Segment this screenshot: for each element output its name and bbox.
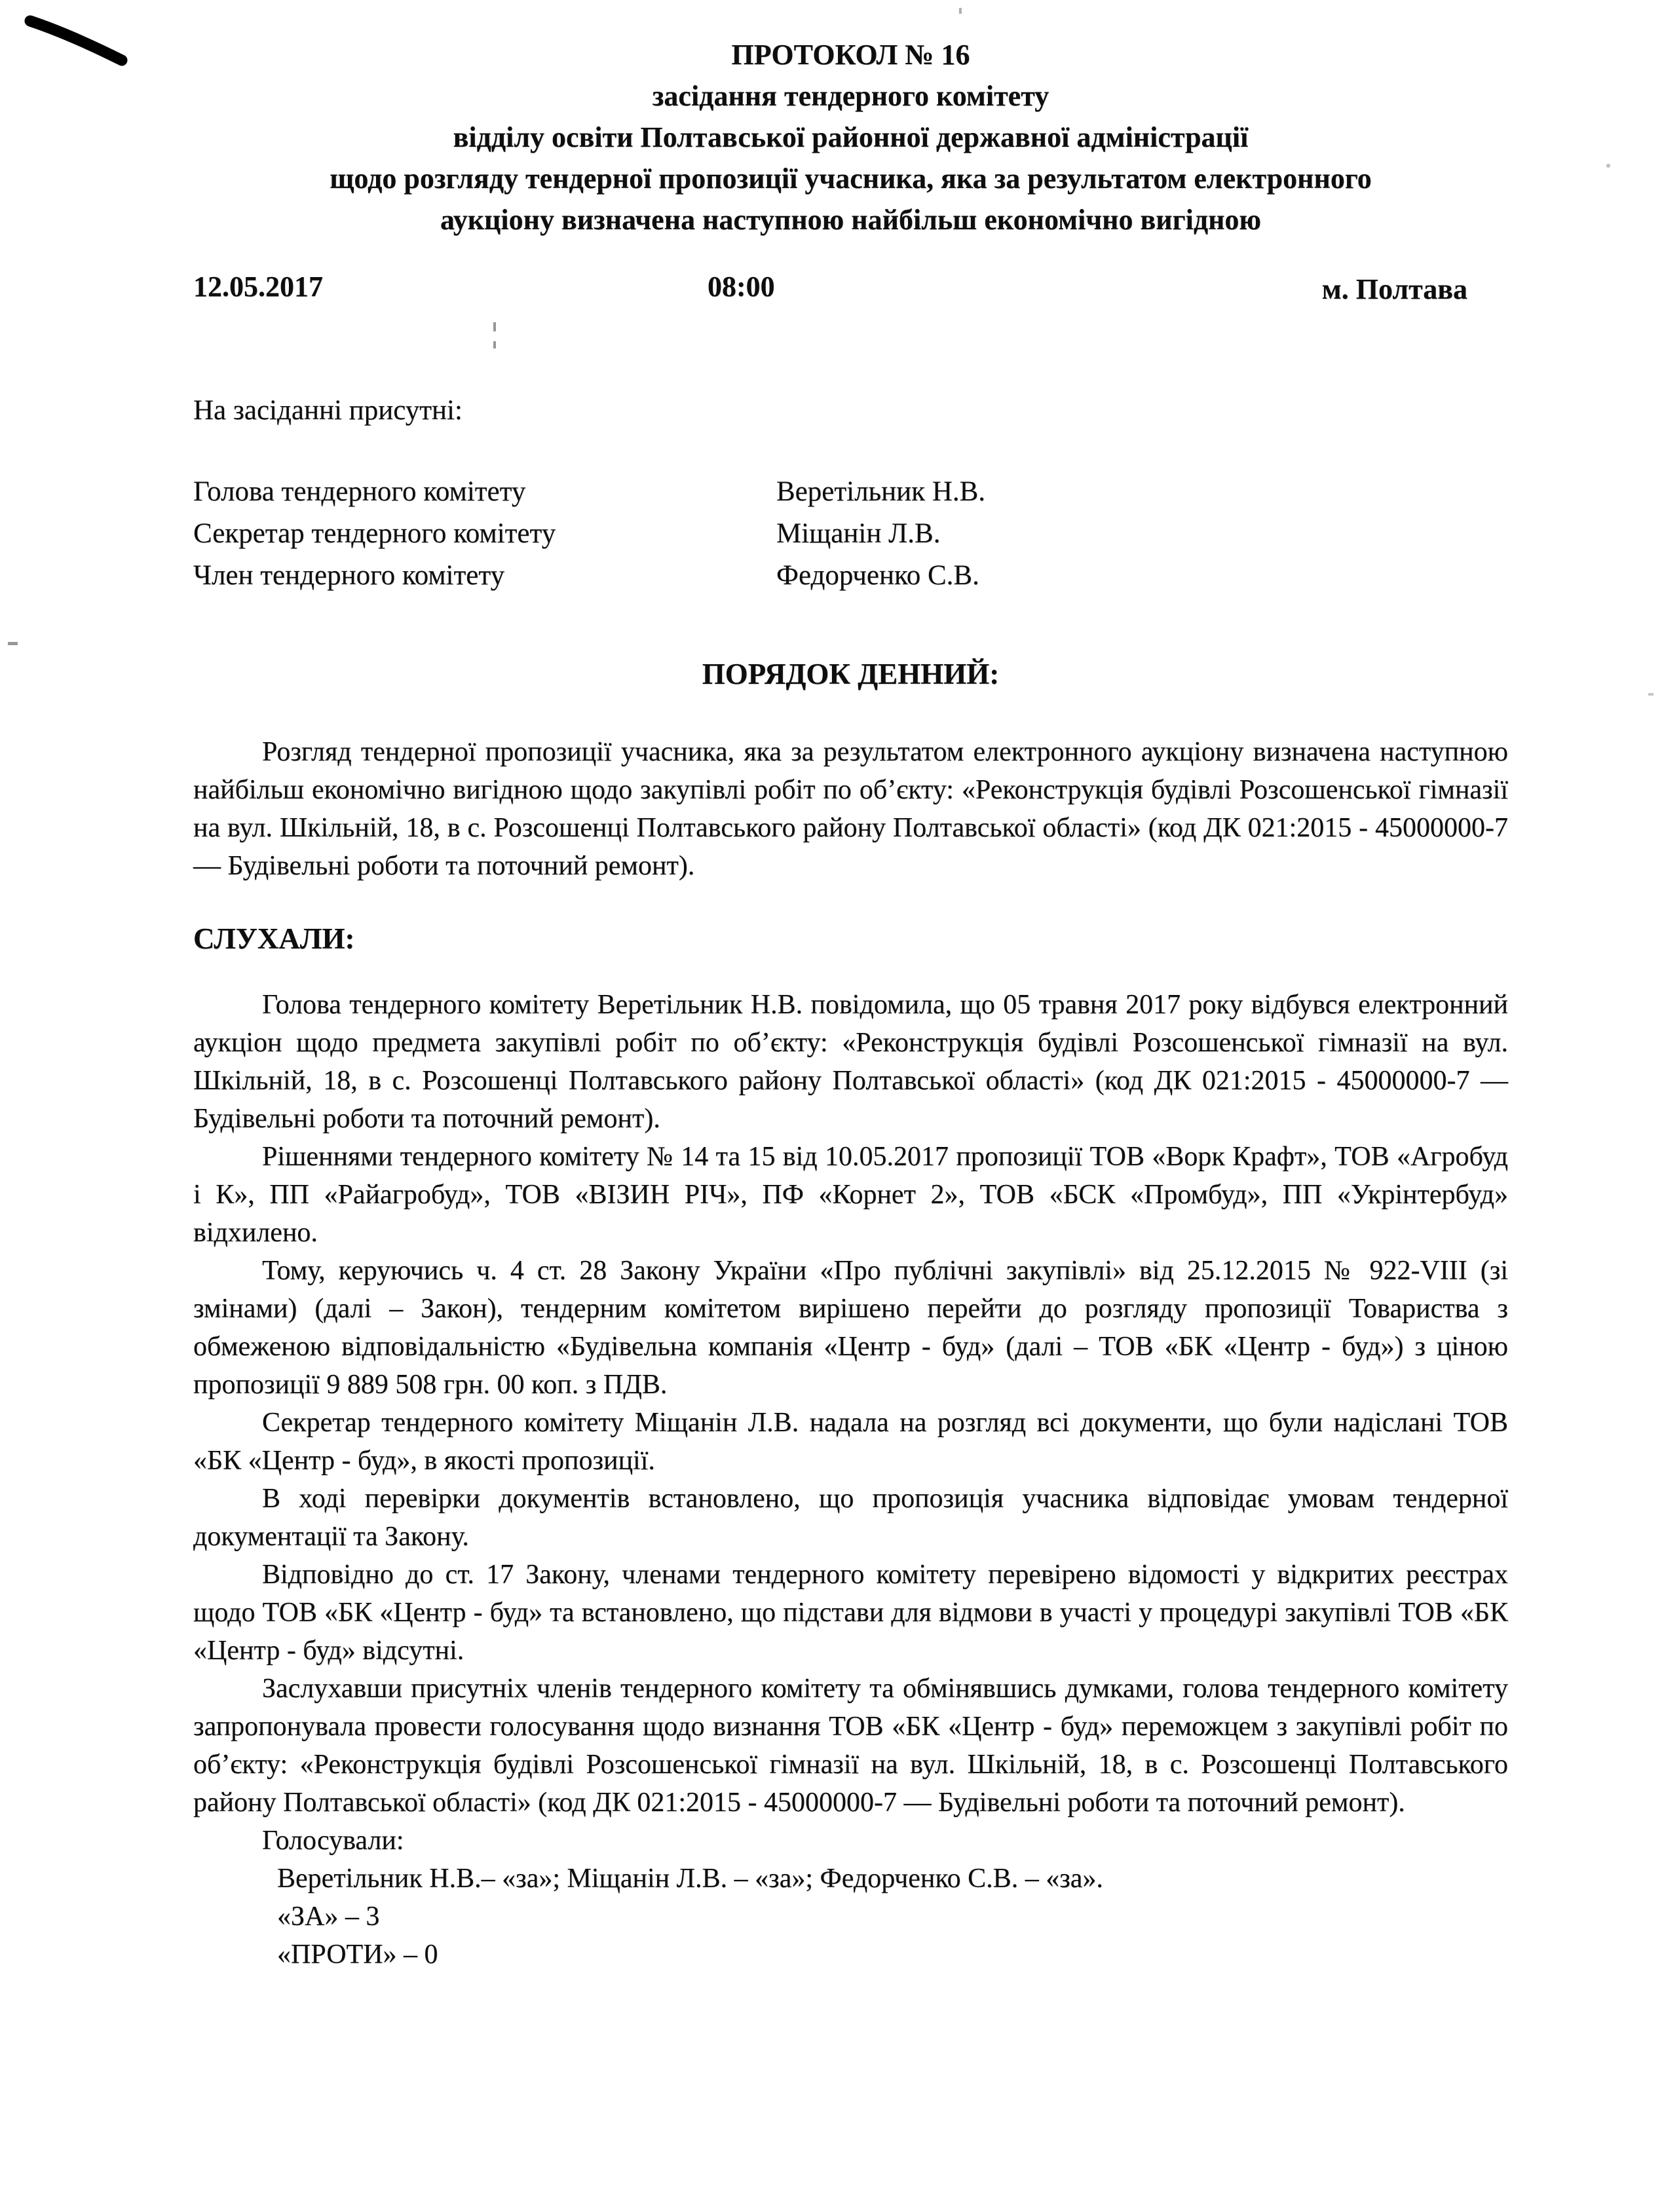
heard-heading: СЛУХАЛИ:: [193, 922, 355, 955]
attendee-role: Голова тендерного комітету: [193, 476, 526, 507]
paragraph: Тому, керуючись ч. 4 ст. 28 Закону України «Про публічні закупівлі» від 25.12.2015 № 922-VIII (зі змінами) (далі – Закон), тендерним комітетом вирішено перейти до розгляду пропозиції Товариства з обмеженою відповідальністю «Будівельна компанія «Центр - буд» (далі – ТОВ «БК «Центр - буд») з ціною пропозиції 9 889 508 грн. 00 коп. з ПДВ.: [193, 1256, 1508, 1400]
attendee-name: Веретільник Н.В.: [776, 476, 986, 507]
paragraph: Рішеннями тендерного комітету № 14 та 15 від 10.05.2017 пропозиції ТОВ «Ворк Крафт», ТОВ «Агробуд і К», ПП «Райагробуд», ТОВ «ВІЗИН РІЧ», ПФ «Корнет 2», ТОВ «БСК «Промбуд», ПП «Укрінтербуд» відхилено.: [193, 1142, 1508, 1248]
attendees-list: [193, 471, 1508, 597]
attendee-row: [193, 513, 1508, 555]
attendee-row: [193, 555, 1508, 597]
attendee-name: Міщанін Л.В.: [776, 518, 941, 549]
paragraph: Відповідно до ст. 17 Закону, членами тендерного комітету перевірено відомості у відкритих реєстрах щодо ТОВ «БК «Центр - буд» та встановлено, що підстави для відмови в участі у процедурі закупівлі ТОВ «БК «Центр - буд» відсутні.: [193, 1560, 1508, 1666]
present-heading: На засіданні присутні:: [193, 395, 463, 426]
attendee-name: Федорченко С.В.: [776, 560, 979, 591]
attendee-role: Секретар тендерного комітету: [193, 518, 556, 549]
agenda-paragraph: Розгляд тендерної пропозиції учасника, яка за результатом електронного аукціону визначена наступною найбільш економічно вигідною щодо закупівлі робіт по об’єкту: «Реконструкція будівлі Розсошенської гімназії на вул. Шкільній, 18, в с. Розсошенці Полтавського району Полтавської області» (код ДК 021:2015 - 45000000-7 — Будівельні роботи та поточний ремонт).: [193, 737, 1508, 881]
title-line-protocol-number: ПРОТОКОЛ № 16: [731, 39, 970, 71]
title-line-subject-2: аукціону визначена наступною найбільш економічно вигідною: [440, 204, 1262, 236]
meeting-date: 12.05.2017: [193, 271, 323, 303]
attendee-role: Член тендерного комітету: [193, 560, 505, 591]
votes-against-count: «ПРОТИ» – 0: [277, 1940, 438, 1970]
attendee-row: [193, 471, 1508, 513]
dateline: [193, 270, 1508, 310]
title-line-subject-1: щодо розгляду тендерної пропозиції учасника, яка за результатом електронного: [330, 162, 1372, 195]
paragraph: В ході перевірки документів встановлено, що пропозиція учасника відповідає умовам тендерної документації та Закону.: [193, 1484, 1508, 1552]
title-line-department: відділу освіти Полтавської районної державної адміністрації: [453, 121, 1249, 153]
protocol-title: [193, 34, 1508, 240]
voting-label: Голосували:: [262, 1826, 404, 1856]
paragraph: Голова тендерного комітету Веретільник Н.В. повідомила, що 05 травня 2017 року відбувся електронний аукціон щодо предмета закупівлі робіт по об’єкту: «Реконструкція будівлі Розсошенської гімназії на вул. Шкільній, 18, в с. Розсошенці Полтавського району Полтавської області» (код ДК 021:2015 - 45000000-7 — Будівельні роботи та поточний ремонт).: [193, 990, 1508, 1134]
title-line-meeting: засідання тендерного комітету: [652, 80, 1049, 112]
paragraph: Секретар тендерного комітету Міщанін Л.В. надала на розгляд всі документи, що були надіслані ТОВ «БК «Центр - буд», в якості пропозиції.: [193, 1408, 1508, 1476]
heard-section: [193, 986, 1508, 1822]
paragraph: Заслухавши присутніх членів тендерного комітету та обмінявшись думками, голова тендерного комітету запропонувала провести голосування щодо визнання ТОВ «БК «Центр - буд» переможцем з закупівлі робіт по об’єкту: «Реконструкція будівлі Розсошенської гімназії на вул. Шкільній, 18, в с. Розсошенці Полтавського району Полтавської області» (код ДК 021:2015 - 45000000-7 — Будівельні роботи та поточний ремонт).: [193, 1674, 1508, 1818]
meeting-place: м. Полтава: [1321, 273, 1467, 305]
meeting-time: 08:00: [708, 271, 775, 303]
agenda-heading: ПОРЯДОК ДЕННИЙ:: [702, 658, 1000, 690]
votes-for-count: «ЗА» – 3: [277, 1902, 380, 1932]
voting-results-line: Веретільник Н.В.– «за»; Міщанін Л.В. – «за»; Федорченко С.В. – «за».: [277, 1864, 1103, 1894]
voting-section: [193, 1822, 1508, 1974]
